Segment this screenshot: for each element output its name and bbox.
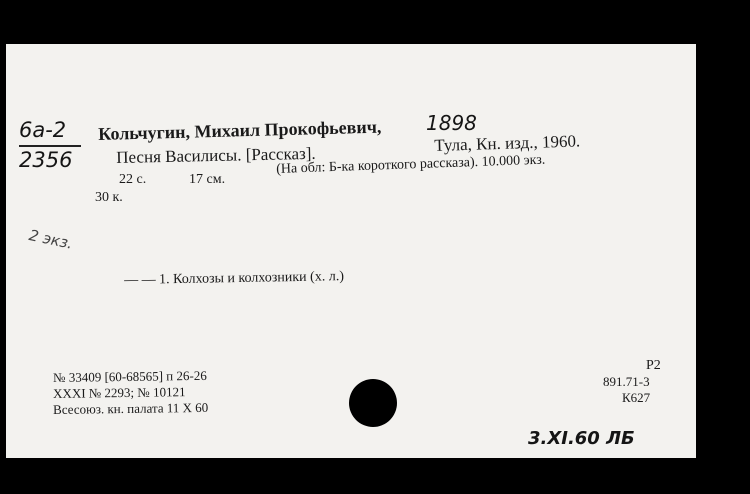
pages: 22 с.	[119, 172, 147, 187]
series-note: (На обл: Б-ка короткого рассказа). 10.000 экз.	[276, 152, 546, 177]
price: 30 к.	[95, 190, 123, 205]
author-year-handwritten: 1898	[426, 111, 477, 135]
shelfmark-line1: 6а-2	[19, 118, 67, 142]
subject-heading: — — 1. Колхозы и колхозники (х. л.)	[124, 269, 345, 288]
record-line1: № 33409 [60-68565] п 26-26	[53, 367, 207, 385]
catalog-card	[6, 44, 696, 458]
classification-line1: Р2	[646, 358, 661, 373]
shelfmark-divider	[19, 145, 81, 147]
author-heading: Кольчугин, Михаил Прокофьевич,	[98, 116, 382, 144]
classification-line2: 891.71-3	[603, 374, 650, 389]
handwritten-date: 3.XI.60 ЛБ	[528, 428, 635, 449]
handwritten-copies: 2 экз.	[27, 226, 75, 253]
record-line2: XXXI № 2293; № 10121	[53, 384, 186, 401]
classification-line3: К627	[622, 390, 651, 405]
shelfmark-line2: 2356	[19, 148, 73, 172]
title-line: Песня Василисы. [Рассказ].	[116, 143, 316, 167]
imprint: Тула, Кн. изд., 1960.	[434, 131, 581, 155]
size: 17 см.	[189, 172, 226, 187]
record-line3: Всесоюз. кн. палата 11 X 60	[53, 399, 209, 417]
punch-hole	[349, 379, 397, 427]
